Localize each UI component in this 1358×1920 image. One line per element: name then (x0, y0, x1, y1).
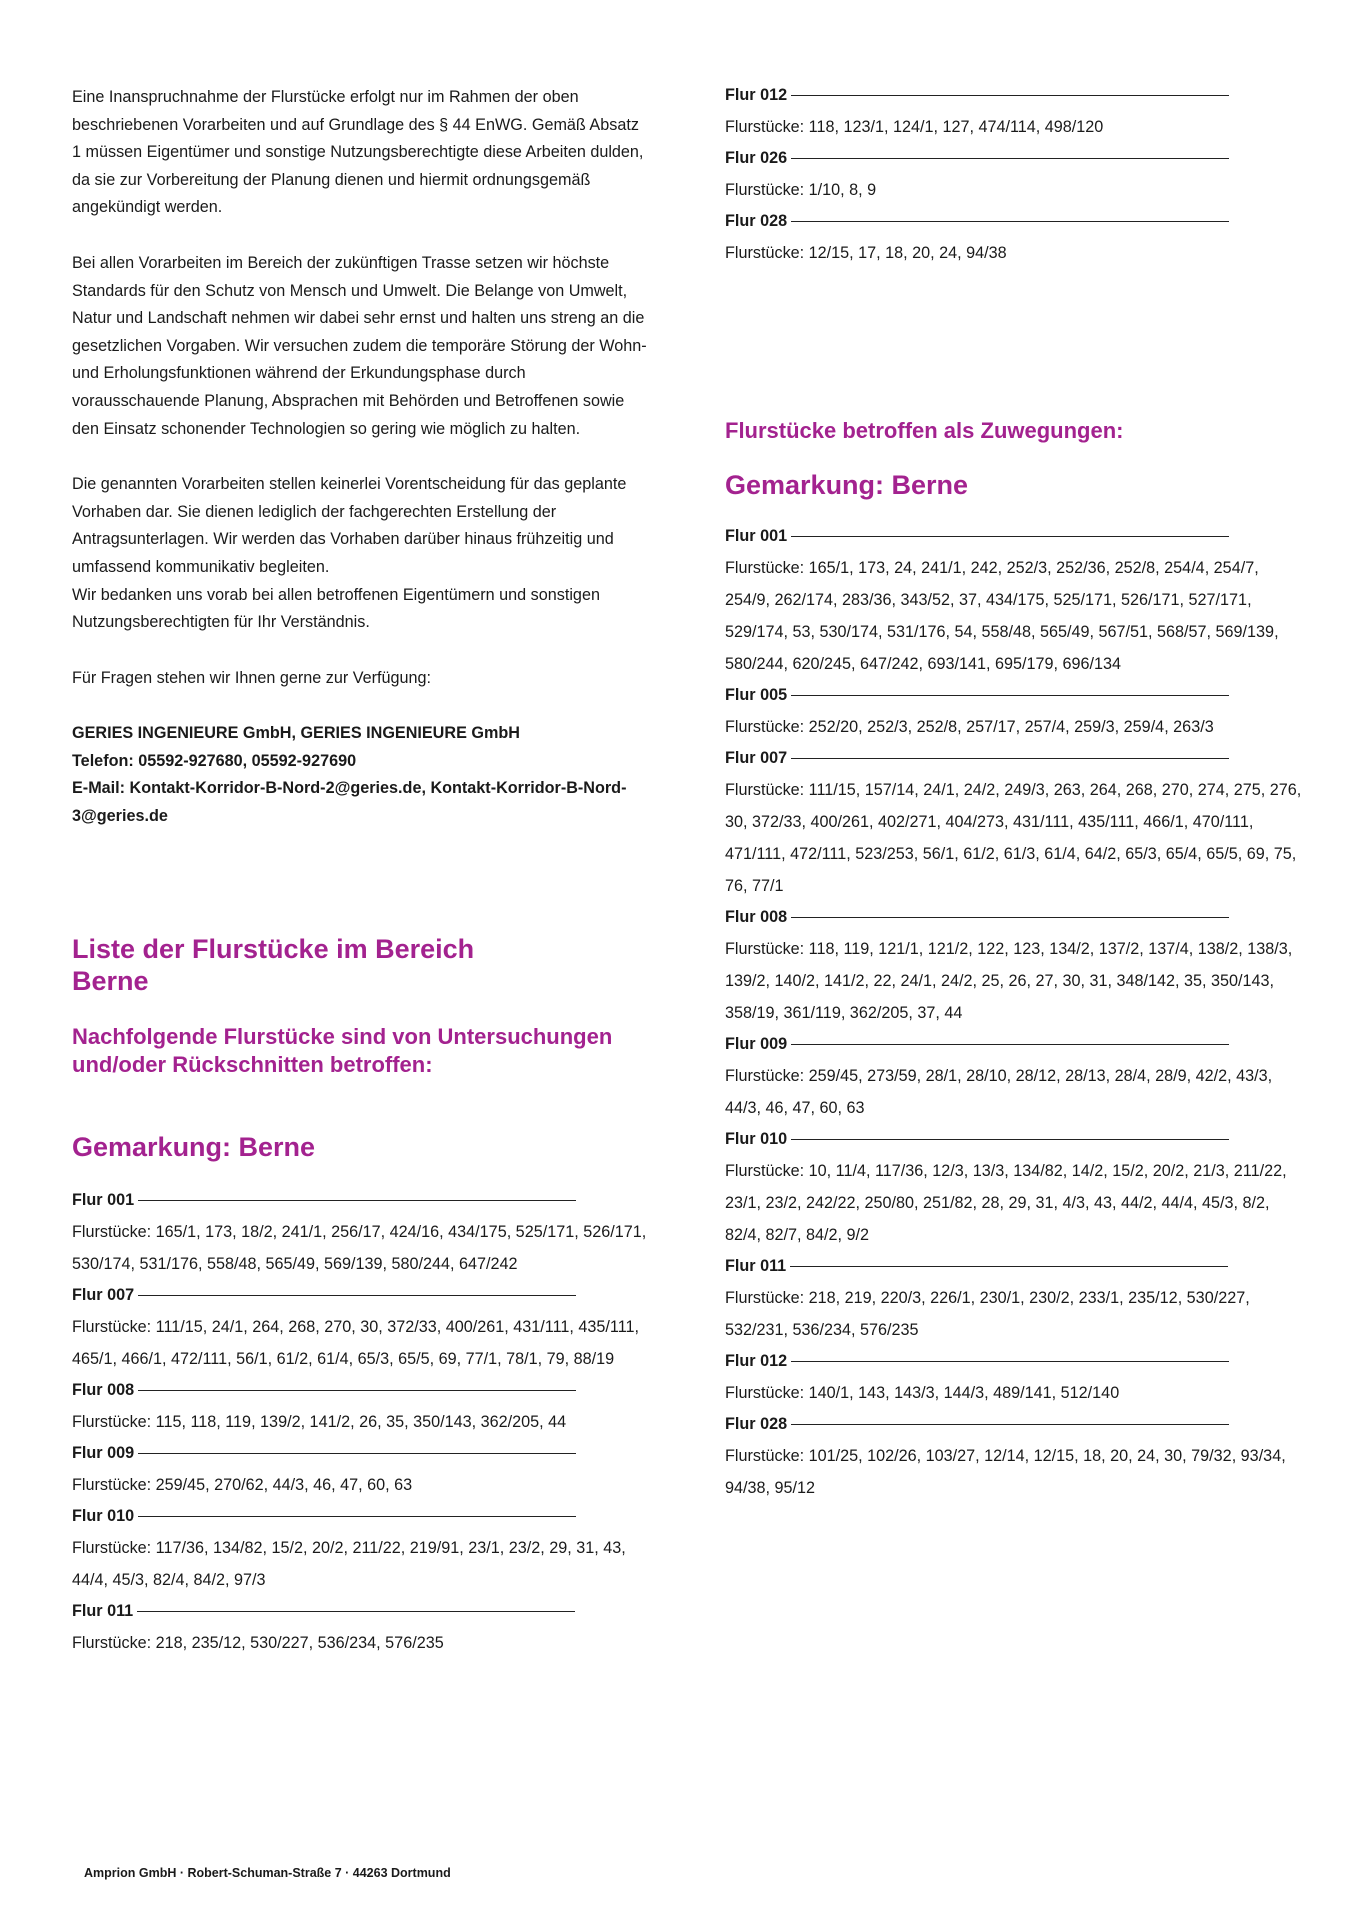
flur-label: Flur 011 (725, 1257, 787, 1275)
flur-heading (72, 1280, 652, 1311)
section1-cont-flur-list (725, 80, 1305, 269)
flur-rule (791, 758, 1229, 759)
flur-rule (791, 1139, 1229, 1140)
flur-entry (725, 680, 1305, 743)
flur-parcels: Flurstücke: 259/45, 273/59, 28/1, 28/10, 28/12, 28/13, 28/4, 28/9, 42/2, 43/3, 44/3, 46, 47, 60, 63 (725, 1067, 1273, 1117)
flur-heading (72, 1185, 652, 1216)
flur-parcels: Flurstücke: 1/10, 8, 9 (725, 181, 877, 199)
flur-heading (72, 1501, 652, 1532)
flur-entry (725, 80, 1305, 143)
flur-label: Flur 008 (72, 1380, 135, 1399)
flur-label: Flur 007 (72, 1285, 135, 1304)
flur-rule (791, 695, 1229, 696)
flur-parcels: Flurstücke: 218, 219, 220/3, 226/1, 230/1, 230/2, 233/1, 235/12, 530/227, 532/231, 536/234, 576/235 (725, 1289, 1250, 1339)
flur-parcels: Flurstücke: 111/15, 24/1, 264, 268, 270, 30, 372/33, 400/261, 431/111, 435/111, 465/1, 466/1, 472/111, 56/1, 61/2, 61/4, 65/3, 65/5, 69, 77/1, 78/1, 79, 88/19 (72, 1317, 639, 1368)
flur-parcels: Flurstücke: 140/1, 143, 143/3, 144/3, 489/141, 512/140 (725, 1384, 1120, 1402)
flur-rule (137, 1611, 575, 1612)
flur-parcels: Flurstücke: 218, 235/12, 530/227, 536/234, 576/235 (72, 1633, 444, 1652)
intro-paragraph-1: Eine Inanspruchnahme der Flurstücke erfolgt nur im Rahmen der oben beschriebenen Vorarbeiten und auf Grundlage des § 44 EnWG. Gemäß Absatz 1 müssen Eigentümer und sonstige Nutzungsberechtigte diese Arbeiten dulden, da sie zur Vorbereitung der Planung dienen und hiermit ordnungsgemäß angekündigt werden. (72, 88, 644, 217)
flur-entry (72, 1438, 652, 1501)
flur-entry (72, 1280, 652, 1375)
flur-entry (72, 1596, 652, 1659)
flur-parcels: Flurstücke: 101/25, 102/26, 103/27, 12/14, 12/15, 18, 20, 24, 30, 79/32, 93/34, 94/38, 95/12 (725, 1447, 1286, 1497)
flur-label: Flur 005 (725, 686, 788, 704)
intro-paragraph-4: Für Fragen stehen wir Ihnen gerne zur Verfügung: (72, 668, 432, 687)
flur-rule (138, 1295, 576, 1296)
flur-parcels: Flurstücke: 117/36, 134/82, 15/2, 20/2, 211/22, 219/91, 23/1, 23/2, 29, 31, 43, 44/4, 45/3, 82/4, 84/2, 97/3 (72, 1538, 626, 1589)
flur-rule (791, 917, 1229, 918)
flur-entry (72, 1185, 652, 1280)
contact-company: GERIES INGENIEURE GmbH, GERIES INGENIEURE GmbH (72, 724, 520, 743)
flur-heading (725, 80, 1305, 111)
flur-rule (791, 536, 1229, 537)
flur-label: Flur 026 (725, 149, 788, 167)
flur-heading (725, 1346, 1305, 1377)
flur-entry (725, 1029, 1305, 1124)
flur-heading (72, 1375, 652, 1406)
flur-label: Flur 007 (725, 749, 788, 767)
flur-rule (138, 1390, 576, 1391)
flur-heading (725, 1029, 1305, 1060)
right-column (725, 80, 1305, 1504)
flur-heading (725, 743, 1305, 774)
contact-phone: Telefon: 05592-927680, 05592-927690 (72, 751, 357, 770)
flur-entry (725, 743, 1305, 902)
gemarkung-heading-2: Gemarkung: Berne (725, 470, 969, 500)
flur-heading (725, 1124, 1305, 1155)
flur-rule (138, 1200, 576, 1201)
flur-entry (725, 521, 1305, 680)
flur-label: Flur 012 (725, 1352, 788, 1370)
flur-parcels: Flurstücke: 252/20, 252/3, 252/8, 257/17, 257/4, 259/3, 259/4, 263/3 (725, 718, 1214, 736)
left-column (72, 84, 652, 1659)
flur-parcels: Flurstücke: 12/15, 17, 18, 20, 24, 94/38 (725, 244, 1007, 262)
flur-entry (72, 1501, 652, 1596)
flur-entry (725, 902, 1305, 1029)
flur-entry (725, 206, 1305, 269)
flur-label: Flur 008 (725, 908, 788, 926)
flur-parcels: Flurstücke: 118, 119, 121/1, 121/2, 122, 123, 134/2, 137/2, 137/4, 138/2, 138/3, 139/2, 140/2, 141/2, 22, 24/1, 24/2, 25, 26, 27, 30, 31, 348/142, 35, 350/143, 358/19, 361/119, 362/205, 37, 44 (725, 940, 1293, 1022)
contact-email: E-Mail: Kontakt-Korridor-B-Nord-2@geries.de, Kontakt-Korridor-B-Nord-3@geries.de (72, 779, 627, 826)
flur-heading (725, 902, 1305, 933)
gemarkung-heading-1: Gemarkung: Berne (72, 1131, 316, 1162)
flur-heading (72, 1596, 652, 1627)
flur-rule (791, 1424, 1229, 1425)
flur-label: Flur 028 (725, 1415, 788, 1433)
flur-parcels: Flurstücke: 115, 118, 119, 139/2, 141/2, 26, 35, 350/143, 362/205, 44 (72, 1412, 567, 1431)
flur-parcels: Flurstücke: 10, 11/4, 117/36, 12/3, 13/3, 134/82, 14/2, 15/2, 20/2, 21/3, 211/22, 23/1, 23/2, 242/22, 250/80, 251/82, 28, 29, 31, 4/3, 43, 44/2, 44/4, 45/3, 8/2, 82/4, 82/7, 84/2, 9/2 (725, 1162, 1287, 1244)
flur-parcels: Flurstücke: 111/15, 157/14, 24/1, 24/2, 249/3, 263, 264, 268, 270, 274, 275, 276, 30, 372/33, 400/261, 402/271, 404/273, 431/111, 435/111, 466/1, 470/111, 471/111, 472/111, 523/253, 56/1, 61/2, 61/3, 61/4, 64/2, 65/3, 65/4, 65/5, 69, 75, 76, 77/1 (725, 781, 1302, 895)
flur-heading (725, 1251, 1305, 1282)
list-title: Liste der Flurstücke im Bereich Berne (72, 933, 475, 996)
intro-paragraph-2: Bei allen Vorarbeiten im Bereich der zukünftigen Trasse setzen wir höchste Standards für den Schutz von Mensch und Umwelt. Die Belange von Umwelt, Natur und Landschaft nehmen wir dabei sehr ernst und halten uns streng an die gesetzlichen Vorgaben. Wir versuchen zudem die temporäre Störung der Wohn- und Erholungsfunktionen während der Erkundungsphase durch vorausschauende Planung, Absprachen mit Behörden und Betroffenen sowie den Einsatz schonender Technologien so gering wie möglich zu halten. (72, 253, 647, 438)
flur-entry (725, 1124, 1305, 1251)
flur-heading (725, 521, 1305, 552)
flur-heading (725, 206, 1305, 237)
flur-label: Flur 010 (725, 1130, 788, 1148)
flur-parcels: Flurstücke: 165/1, 173, 24, 241/1, 242, 252/3, 252/36, 252/8, 254/4, 254/7, 254/9, 262/174, 283/36, 343/52, 37, 434/175, 525/171, 526/171, 527/171, 529/174, 53, 530/174, 531/176, 54, 558/48, 565/49, 567/51, 568/57, 569/139, 580/244, 620/245, 647/242, 693/141, 695/179, 696/134 (725, 559, 1279, 673)
flur-label: Flur 001 (725, 527, 788, 545)
flur-rule (138, 1453, 576, 1454)
flur-label: Flur 009 (72, 1443, 135, 1462)
flur-entry (725, 143, 1305, 206)
flur-parcels: Flurstücke: 165/1, 173, 18/2, 241/1, 256/17, 424/16, 434/175, 525/171, 526/171, 530/174, 531/176, 558/48, 565/49, 569/139, 580/244, 647/242 (72, 1222, 647, 1273)
page-footer: Amprion GmbH · Robert-Schuman-Straße 7 · 44263 Dortmund (84, 1866, 451, 1880)
flur-entry (725, 1251, 1305, 1346)
flur-rule (791, 95, 1229, 96)
flur-label: Flur 010 (72, 1506, 135, 1525)
flur-label: Flur 028 (725, 212, 788, 230)
flur-entry (725, 1346, 1305, 1409)
flur-rule (791, 1044, 1229, 1045)
zuwegung-title: Flurstücke betroffen als Zuwegungen: (725, 418, 1124, 443)
intro-paragraph-3: Die genannten Vorarbeiten stellen keinerlei Vorentscheidung für das geplante Vorhaben dar. Sie dienen lediglich der fachgerechten Erstellung der Antragsunterlagen. Wir werden das Vorhaben darüber hinaus frühzeitig und umfassend kommunikativ begleiten. Wir bedanken uns vorab bei allen betroffenen Eigentümern und sonstigen Nutzungsberechtigten für Ihr Verständnis. (72, 475, 627, 632)
flur-label: Flur 012 (725, 86, 788, 104)
flur-rule (791, 158, 1229, 159)
flur-rule (790, 1266, 1228, 1267)
flur-label: Flur 009 (725, 1035, 788, 1053)
flur-label: Flur 011 (72, 1601, 134, 1620)
flur-rule (791, 1361, 1229, 1362)
contact-block (72, 720, 652, 830)
flur-entry (72, 1375, 652, 1438)
flur-entry (725, 1409, 1305, 1504)
flur-label: Flur 001 (72, 1190, 135, 1209)
section2-flur-list (725, 521, 1305, 1504)
flur-parcels: Flurstücke: 259/45, 270/62, 44/3, 46, 47, 60, 63 (72, 1475, 413, 1494)
flur-rule (791, 221, 1229, 222)
flur-heading (725, 143, 1305, 174)
flur-rule (138, 1516, 576, 1517)
list-subtitle: Nachfolgende Flurstücke sind von Untersuchungen und/oder Rückschnitten betroffen: (72, 1023, 613, 1077)
flur-parcels: Flurstücke: 118, 123/1, 124/1, 127, 474/114, 498/120 (725, 118, 1104, 136)
section1-flur-list (72, 1185, 652, 1659)
flur-heading (725, 680, 1305, 711)
flur-heading (725, 1409, 1305, 1440)
flur-heading (72, 1438, 652, 1469)
